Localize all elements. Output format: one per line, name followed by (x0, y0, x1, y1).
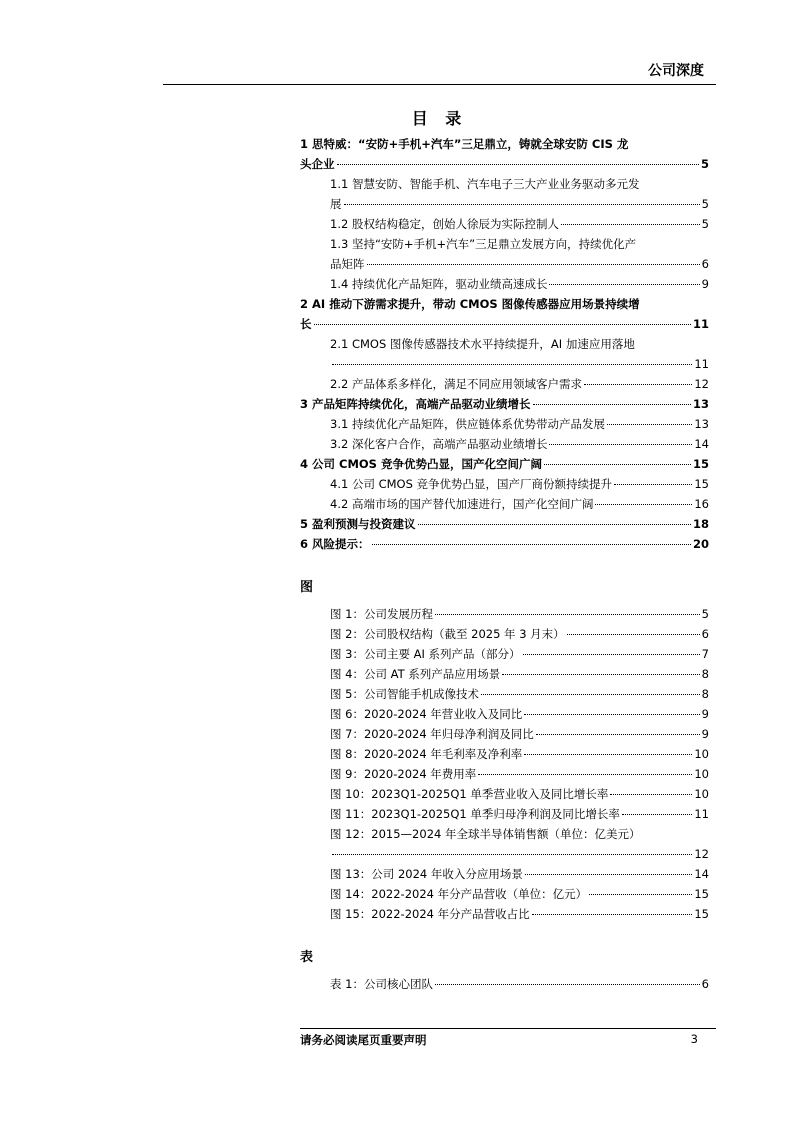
dot-leader (435, 614, 700, 615)
figure-entry-title: 图 10：2023Q1-2025Q1 单季营业收入及同比增长率 (330, 787, 609, 801)
toc-entry-title: 1.4 持续优化产品矩阵，驱动业绩高速成长 (330, 277, 548, 291)
toc-entry-title: 3.2 深化客户合作，高端产品驱动业绩增长 (330, 437, 548, 451)
toc-entry-title: 长 (300, 317, 312, 331)
footer-disclaimer: 请务必阅读尾页重要声明 (300, 1033, 427, 1047)
toc-entry-page: 13 (692, 397, 709, 411)
toc-entry-page: 16 (694, 497, 709, 511)
toc-entry[interactable] (300, 454, 709, 474)
toc-entry[interactable] (300, 294, 709, 334)
toc-entry-page: 15 (692, 457, 709, 471)
figure-entry-title: 图 3：公司主要 AI 系列产品（部分） (330, 647, 521, 661)
toc-entry-title: 品矩阵 (330, 257, 365, 271)
dot-leader (584, 384, 692, 385)
dot-leader (561, 224, 700, 225)
tables-heading: 表 (300, 950, 314, 965)
figure-entry[interactable] (300, 644, 709, 664)
toc-entry-title-line1: 1 思特威：“安防+手机+汽车”三足鼎立，铸就全球安防 CIS 龙 (300, 137, 629, 151)
toc-entry-title: 展 (330, 197, 342, 211)
toc-entry[interactable] (300, 274, 709, 294)
dot-leader (622, 814, 692, 815)
figure-entry[interactable] (300, 804, 709, 824)
header-label: 公司深度 (648, 63, 704, 79)
dot-leader (549, 444, 692, 445)
toc-entry[interactable] (300, 214, 709, 234)
tables-list (300, 974, 709, 994)
table-entry-page: 6 (701, 977, 709, 991)
dot-leader (524, 754, 692, 755)
dot-leader (481, 694, 700, 695)
figure-entry-page: 8 (701, 687, 709, 701)
dot-leader (478, 774, 692, 775)
figure-entry[interactable] (300, 904, 709, 924)
dot-leader (595, 504, 692, 505)
figure-entry-page: 11 (694, 807, 709, 821)
dot-leader (523, 654, 700, 655)
figure-entry-page: 9 (701, 727, 709, 741)
toc-entry-page: 11 (694, 357, 709, 371)
toc-title: 目 录 (411, 109, 468, 128)
dot-leader (589, 894, 692, 895)
figure-entry-page: 15 (694, 907, 709, 921)
toc-entry[interactable] (300, 534, 709, 554)
figure-entry[interactable] (300, 744, 709, 764)
dot-leader (418, 524, 691, 525)
toc-entry[interactable] (300, 434, 709, 454)
figure-entry[interactable] (300, 884, 709, 904)
figure-entry-title: 图 9：2020-2024 年费用率 (330, 767, 477, 781)
figure-entry-title: 图 11：2023Q1-2025Q1 单季归母净利润及同比增长率 (330, 807, 620, 821)
figure-entry-title: 图 7：2020-2024 年归母净利润及同比 (330, 727, 534, 741)
figure-entry-page: 10 (694, 787, 709, 801)
toc-entry-title: 6 风险提示： (300, 537, 370, 551)
toc-entry-page: 6 (701, 257, 709, 271)
dot-leader (544, 464, 691, 465)
toc-entry[interactable] (300, 134, 709, 174)
dot-leader (525, 874, 692, 875)
figure-entry-page: 6 (701, 627, 709, 641)
figure-entry-page: 14 (694, 867, 709, 881)
figure-entry[interactable] (300, 824, 709, 864)
dot-leader (502, 674, 699, 675)
figure-entry-title: 图 14：2022-2024 年分产品营收（单位：亿元） (330, 887, 588, 901)
toc-entry-title: 1.2 股权结构稳定，创始人徐辰为实际控制人 (330, 217, 559, 231)
figure-entry-title: 图 1：公司发展历程 (330, 607, 433, 621)
toc-entry-title: 4.2 高端市场的国产替代加速进行，国产化空间广阔 (330, 497, 594, 511)
toc-entry-title: 3.1 持续优化产品矩阵，供应链体系优势带动产品发展 (330, 417, 605, 431)
toc-entry-page: 12 (694, 377, 709, 391)
toc-entry-page: 20 (692, 537, 709, 551)
toc-entry[interactable] (300, 374, 709, 394)
dot-leader (435, 984, 700, 985)
dot-leader (367, 264, 700, 265)
dot-leader (337, 164, 699, 165)
footer-page-number: 3 (690, 1032, 698, 1046)
figure-entry-title: 图 13：公司 2024 年收入分应用场景 (330, 867, 523, 881)
figures-list (300, 604, 709, 924)
toc-entry-page: 5 (700, 157, 709, 171)
toc-entry[interactable] (300, 474, 709, 494)
dot-leader (533, 404, 691, 405)
toc-entry-title: 4.1 公司 CMOS 竞争优势凸显，国产厂商份额持续提升 (330, 477, 613, 491)
toc-entry[interactable] (300, 394, 709, 414)
toc-entry-title-line1: 2.1 CMOS 图像传感器技术水平持续提升，AI 加速应用落地 (330, 337, 635, 351)
figure-entry-title: 图 4：公司 AT 系列产品应用场景 (330, 667, 501, 681)
toc-entry-page: 15 (694, 477, 709, 491)
toc-entry[interactable] (300, 414, 709, 434)
dot-leader (332, 854, 692, 855)
figure-entry-title: 图 8：2020-2024 年毛利率及净利率 (330, 747, 523, 761)
toc-entry[interactable] (300, 174, 709, 214)
figure-entry-page: 5 (701, 607, 709, 621)
figure-entry[interactable] (300, 864, 709, 884)
toc-entry-title: 3 产品矩阵持续优化，高端产品驱动业绩增长 (300, 397, 531, 411)
dot-leader (532, 914, 693, 915)
figure-entry[interactable] (300, 624, 709, 644)
figure-entry-page: 10 (694, 767, 709, 781)
toc-entry[interactable] (300, 514, 709, 534)
figure-entry-page: 15 (694, 887, 709, 901)
toc-entry-page: 11 (692, 317, 709, 331)
figure-entry[interactable] (300, 664, 709, 684)
figure-entry[interactable] (300, 764, 709, 784)
dot-leader (536, 734, 700, 735)
figure-entry-page: 7 (701, 647, 709, 661)
dot-leader (614, 484, 692, 485)
table-entry[interactable] (300, 974, 709, 994)
dot-leader (567, 634, 700, 635)
dot-leader (607, 424, 692, 425)
toc-entry-title-line1: 2 AI 推动下游需求提升，带动 CMOS 图像传感器应用场景持续增 (300, 297, 640, 311)
figure-entry[interactable] (300, 604, 709, 624)
dot-leader (549, 284, 699, 285)
figure-entry-title: 图 15：2022-2024 年分产品营收占比 (330, 907, 530, 921)
toc-entry-title: 2.2 产品体系多样化，满足不同应用领域客户需求 (330, 377, 582, 391)
toc-entry-page: 9 (701, 277, 709, 291)
toc-entry-page: 5 (701, 217, 709, 231)
toc-entry-title: 头企业 (300, 157, 335, 171)
toc-entry[interactable] (300, 234, 709, 274)
figure-entry[interactable] (300, 684, 709, 704)
figure-entry-page: 12 (694, 847, 709, 861)
figure-entry-title: 图 2：公司股权结构（截至 2025 年 3 月末） (330, 627, 565, 641)
figure-entry-title: 图 5：公司智能手机成像技术 (330, 687, 479, 701)
toc-entry-title-line1: 1.3 坚持“安防+手机+汽车”三足鼎立发展方向，持续优化产 (330, 237, 637, 251)
figures-heading: 图 (300, 580, 314, 595)
toc-list (300, 134, 709, 554)
dot-leader (372, 544, 691, 545)
toc-container (300, 134, 709, 994)
dot-leader (524, 714, 699, 715)
toc-entry[interactable] (300, 494, 709, 514)
figure-entry-title: 图 6：2020-2024 年营业收入及同比 (330, 707, 523, 721)
figure-entry[interactable] (300, 784, 709, 804)
dot-leader (314, 324, 691, 325)
dot-leader (610, 794, 692, 795)
figure-entry-page: 10 (694, 747, 709, 761)
toc-entry-title-line1: 1.1 智慧安防、智能手机、汽车电子三大产业业务驱动多元发 (330, 177, 640, 191)
table-entry-title: 表 1：公司核心团队 (330, 977, 433, 991)
toc-entry-page: 18 (692, 517, 709, 531)
toc-entry-page: 14 (694, 437, 709, 451)
figure-entry[interactable] (300, 724, 709, 744)
toc-entry-title: 5 盈利预测与投资建议 (300, 517, 416, 531)
toc-entry-page: 13 (694, 417, 709, 431)
figure-entry[interactable] (300, 704, 709, 724)
figure-entry-page: 9 (701, 707, 709, 721)
dot-leader (332, 364, 692, 365)
toc-entry-page: 5 (701, 197, 709, 211)
dot-leader (344, 204, 700, 205)
page-footer (300, 1028, 716, 1048)
figure-entry-title-line1: 图 12：2015—2024 年全球半导体销售额（单位：亿美元） (330, 827, 641, 841)
toc-entry-title: 4 公司 CMOS 竞争优势凸显，国产化空间广阔 (300, 457, 542, 471)
figure-entry-page: 8 (701, 667, 709, 681)
header-rule (163, 84, 716, 85)
toc-entry[interactable] (300, 334, 709, 374)
